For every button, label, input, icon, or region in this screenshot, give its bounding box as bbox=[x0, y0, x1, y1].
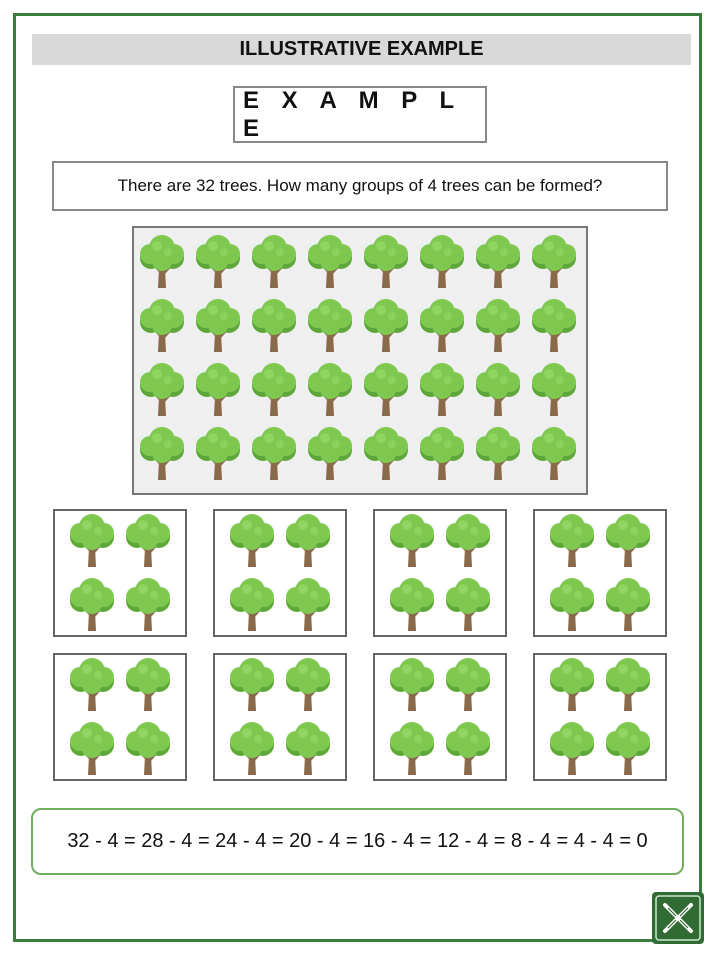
tree-icon bbox=[227, 657, 277, 718]
tree-icon bbox=[473, 362, 523, 423]
tree-icon bbox=[473, 234, 523, 295]
tree-icon bbox=[305, 298, 355, 359]
equation-box bbox=[31, 808, 684, 875]
tree-icon bbox=[123, 513, 173, 574]
question-box bbox=[52, 161, 668, 211]
tree-icon bbox=[443, 721, 493, 782]
tree-icon bbox=[603, 657, 653, 718]
equation-text: 32 - 4 = 28 - 4 = 24 - 4 = 20 - 4 = 16 - 4 = 12 - 4 = 8 - 4 = 4 - 4 = 0 bbox=[67, 830, 648, 852]
tree-icon bbox=[67, 513, 117, 574]
tree-icon bbox=[529, 298, 579, 359]
tree-icon bbox=[283, 577, 333, 638]
tree-icon bbox=[305, 234, 355, 295]
tree-icon bbox=[547, 513, 597, 574]
tree-icon bbox=[283, 513, 333, 574]
tree-icon bbox=[283, 721, 333, 782]
tree-icon bbox=[361, 298, 411, 359]
tree-icon bbox=[387, 513, 437, 574]
tree-group-box bbox=[373, 653, 507, 781]
tree-group-box bbox=[213, 509, 347, 637]
tree-icon bbox=[227, 577, 277, 638]
tree-icon bbox=[249, 298, 299, 359]
tree-icon bbox=[283, 657, 333, 718]
tree-icon bbox=[137, 298, 187, 359]
tree-icon bbox=[137, 234, 187, 295]
example-label-box bbox=[233, 86, 487, 143]
tree-icon bbox=[443, 657, 493, 718]
tree-icon bbox=[603, 721, 653, 782]
tree-icon bbox=[387, 577, 437, 638]
tree-icon bbox=[193, 234, 243, 295]
section-header bbox=[32, 34, 691, 65]
tree-icon bbox=[361, 362, 411, 423]
tree-icon bbox=[193, 298, 243, 359]
tree-icon bbox=[305, 426, 355, 487]
tree-icon bbox=[361, 234, 411, 295]
tree-icon bbox=[603, 577, 653, 638]
tree-icon bbox=[227, 721, 277, 782]
tree-group-box bbox=[53, 653, 187, 781]
tree-group-box bbox=[213, 653, 347, 781]
section-header-title: ILLUSTRATIVE EXAMPLE bbox=[239, 38, 484, 60]
tree-icon bbox=[529, 362, 579, 423]
tree-icon bbox=[529, 426, 579, 487]
question-text: There are 32 trees. How many groups of 4 trees can be formed? bbox=[117, 176, 603, 195]
tree-icon bbox=[603, 513, 653, 574]
tree-grid-panel bbox=[132, 226, 588, 495]
tree-icon bbox=[361, 426, 411, 487]
tree-icon bbox=[417, 426, 467, 487]
tree-icon bbox=[547, 577, 597, 638]
tree-icon bbox=[249, 362, 299, 423]
tree-icon bbox=[417, 298, 467, 359]
tree-icon bbox=[249, 234, 299, 295]
tree-group-box bbox=[533, 653, 667, 781]
tree-icon bbox=[67, 577, 117, 638]
tree-icon bbox=[473, 426, 523, 487]
tree-icon bbox=[67, 657, 117, 718]
tree-icon bbox=[387, 721, 437, 782]
tree-icon bbox=[193, 362, 243, 423]
tree-icon bbox=[193, 426, 243, 487]
tree-icon bbox=[123, 657, 173, 718]
tree-icon bbox=[137, 426, 187, 487]
example-label: E X A M P L E bbox=[243, 86, 462, 142]
crossed-pencils-logo-icon bbox=[652, 892, 704, 944]
tree-icon bbox=[67, 721, 117, 782]
tree-group-box bbox=[53, 509, 187, 637]
tree-icon bbox=[123, 721, 173, 782]
tree-icon bbox=[249, 426, 299, 487]
tree-icon bbox=[305, 362, 355, 423]
tree-icon bbox=[443, 513, 493, 574]
tree-icon bbox=[547, 657, 597, 718]
tree-icon bbox=[137, 362, 187, 423]
tree-icon bbox=[443, 577, 493, 638]
tree-icon bbox=[473, 298, 523, 359]
tree-icon bbox=[547, 721, 597, 782]
tree-group-box bbox=[373, 509, 507, 637]
tree-icon bbox=[417, 234, 467, 295]
tree-icon bbox=[227, 513, 277, 574]
tree-group-box bbox=[533, 509, 667, 637]
tree-icon bbox=[123, 577, 173, 638]
tree-icon bbox=[529, 234, 579, 295]
tree-icon bbox=[417, 362, 467, 423]
tree-icon bbox=[387, 657, 437, 718]
